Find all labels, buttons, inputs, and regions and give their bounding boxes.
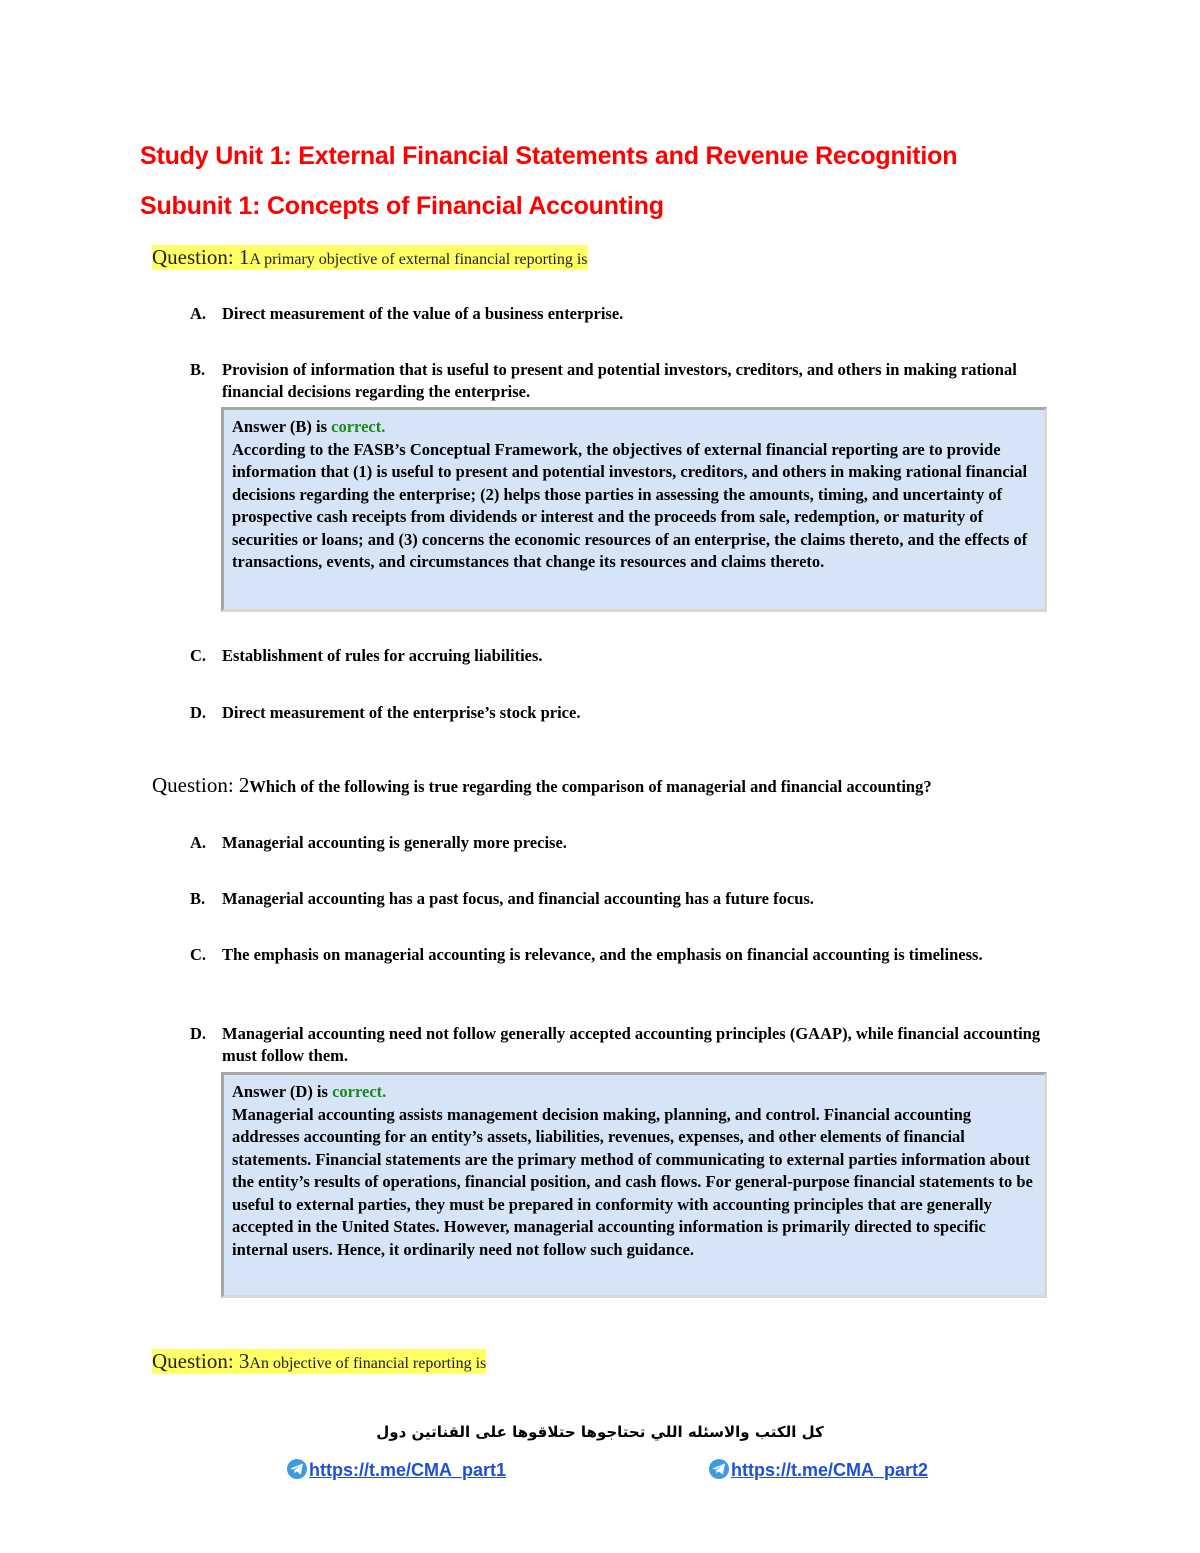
question-1-answer-box bbox=[221, 407, 1047, 612]
question-1-option-b bbox=[190, 359, 1060, 403]
option-text: Managerial accounting is generally more precise. bbox=[222, 833, 567, 852]
telegram-icon bbox=[709, 1459, 729, 1479]
arabic-channel-note: كل الكتب والاسئله اللي تحتاجوها حتلاقوها على القناتين دول bbox=[376, 1423, 824, 1441]
question-2-option-c bbox=[190, 944, 1060, 966]
question-1-label: Question: 1 bbox=[152, 245, 250, 269]
telegram-link-part2[interactable] bbox=[709, 1459, 928, 1481]
option-letter: B. bbox=[190, 360, 206, 379]
subunit-title: Subunit 1: Concepts of Financial Accounting bbox=[140, 192, 664, 220]
option-text: Managerial accounting need not follow generally accepted accounting principles (GAAP), while financial accounting must follow them. bbox=[222, 1024, 1041, 1065]
question-2-option-d bbox=[190, 1023, 1060, 1067]
question-3-label: Question: 3 bbox=[152, 1349, 250, 1373]
question-2-text: Which of the following is true regarding the comparison of managerial and financial accounting? bbox=[249, 777, 932, 796]
option-letter: A. bbox=[190, 304, 207, 323]
question-1-option-d bbox=[190, 702, 1060, 724]
option-letter: D. bbox=[190, 703, 207, 722]
study-unit-title: Study Unit 1: External Financial Statements and Revenue Recognition bbox=[140, 142, 958, 170]
answer-explanation: Managerial accounting assists management decision making, planning, and control. Financial accounting addresses accounting for an entity’s assets, liabilities, revenues, expenses, and other elements of financial statements. Financial statements are the primary method of communicating to external parties information about the entity’s results of operations, financial position, and cash flows. For general-purpose financial statements to be useful to external parties, they must be prepared in conformity with accounting principles that are generally accepted in the United States. However, managerial accounting information is primarily directed to specific internal users. Hence, it ordinarily need not follow such guidance. bbox=[232, 1104, 1033, 1259]
question-1-option-c bbox=[190, 645, 1060, 667]
question-1-text: A primary objective of external financial reporting is bbox=[249, 251, 588, 268]
question-2-answer-box bbox=[221, 1072, 1047, 1298]
question-1-prompt bbox=[152, 245, 588, 270]
option-text: Direct measurement of the enterprise’s stock price. bbox=[222, 703, 581, 722]
telegram-link-part1[interactable] bbox=[287, 1459, 506, 1481]
option-letter: D. bbox=[190, 1024, 207, 1043]
question-1-option-a bbox=[190, 303, 1060, 325]
answer-prefix: Answer (B) is bbox=[232, 417, 332, 436]
option-text: Provision of information that is useful to present and potential investors, creditors, and others in making rational financial decisions regarding the enterprise. bbox=[222, 360, 1017, 401]
answer-status: correct. bbox=[331, 417, 386, 436]
option-letter: C. bbox=[190, 945, 207, 964]
option-letter: C. bbox=[190, 646, 207, 665]
answer-status: correct. bbox=[332, 1082, 387, 1101]
question-3-prompt bbox=[152, 1349, 486, 1374]
option-text: The emphasis on managerial accounting is relevance, and the emphasis on financial accounting is timeliness. bbox=[222, 945, 983, 964]
question-2-label: Question: 2 bbox=[152, 773, 250, 797]
answer-explanation: According to the FASB’s Conceptual Framework, the objectives of external financial reporting are to provide information that (1) is useful to present and potential investors, creditors, and others in making rational financial decisions regarding the enterprise; (2) helps those parties in assessing the amounts, timing, and uncertainty of prospective cash receipts from dividends or interest and the proceeds from sale, redemption, or maturity of securities or loans; and (3) concerns the economic resources of an enterprise, the claims thereto, and the effects of transactions, events, and circumstances that change its resources and claims thereto. bbox=[232, 439, 1028, 571]
question-3-text: An objective of financial reporting is bbox=[249, 1355, 487, 1372]
question-2-option-b bbox=[190, 888, 1060, 910]
option-letter: B. bbox=[190, 889, 206, 908]
option-text: Direct measurement of the value of a business enterprise. bbox=[222, 304, 624, 323]
telegram-icon bbox=[287, 1459, 307, 1479]
answer-prefix: Answer (D) is bbox=[232, 1082, 333, 1101]
question-2-prompt bbox=[152, 773, 932, 798]
question-2-option-a bbox=[190, 832, 1060, 854]
telegram-link-part2-text[interactable]: https://t.me/CMA_part2 bbox=[731, 1460, 929, 1480]
option-text: Managerial accounting has a past focus, and financial accounting has a future focus. bbox=[222, 889, 814, 908]
option-letter: A. bbox=[190, 833, 207, 852]
telegram-link-part1-text[interactable]: https://t.me/CMA_part1 bbox=[309, 1460, 507, 1480]
option-text: Establishment of rules for accruing liabilities. bbox=[222, 646, 543, 665]
